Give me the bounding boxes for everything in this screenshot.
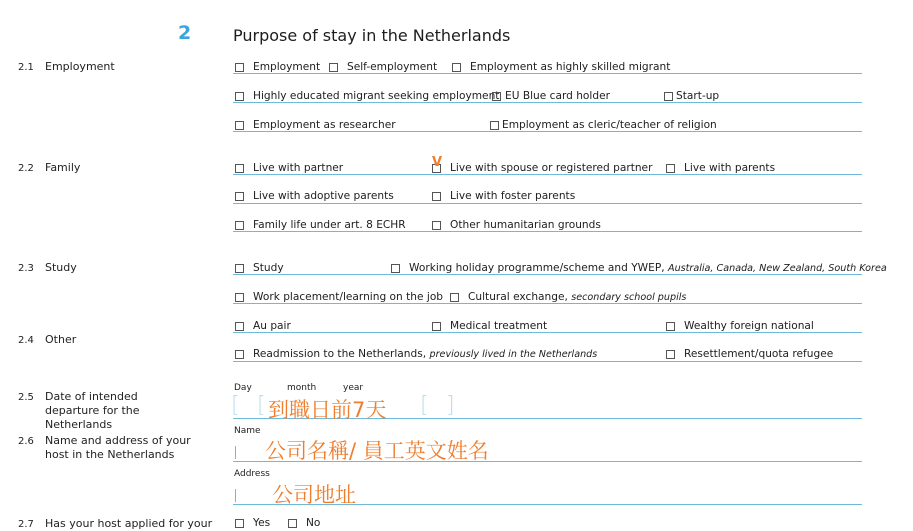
option-note: secondary school pupils: [571, 291, 687, 303]
checkbox[interactable]: [235, 92, 244, 101]
option-adoptive-parents[interactable]: [235, 190, 394, 202]
option-note: Australia, Canada, New Zealand, South Korea: [668, 262, 887, 274]
date-field-bracket: [: [420, 393, 429, 418]
question-label-other: Other: [45, 333, 77, 346]
option-label: Cultural exchange,: [468, 291, 568, 303]
option-label: Wealthy foreign national: [684, 320, 814, 332]
option-eu-blue-card[interactable]: [492, 90, 610, 102]
checkbox[interactable]: [235, 192, 244, 201]
checkbox[interactable]: [235, 164, 244, 173]
question-number: 2.6: [18, 436, 34, 447]
option-label: Work placement/learning on the job: [253, 291, 444, 303]
checkbox[interactable]: [235, 519, 244, 528]
checkbox[interactable]: [666, 164, 675, 173]
option-label: Live with spouse or registered partner: [450, 162, 653, 174]
host-address-input[interactable]: 公司地址: [272, 483, 356, 507]
option-label: Live with parents: [684, 162, 776, 174]
option-self-employment[interactable]: [329, 61, 437, 73]
day-label: Day: [234, 383, 252, 393]
option-label: Other humanitarian grounds: [450, 219, 601, 231]
host-name-input[interactable]: 公司名稱/ 員工英文姓名: [265, 439, 489, 463]
checkbox[interactable]: [432, 221, 441, 230]
option-label: Live with partner: [253, 162, 344, 174]
host-address-label: Address: [234, 469, 270, 479]
option-foster-parents[interactable]: [432, 190, 575, 202]
rule: [233, 231, 862, 232]
month-label: month: [287, 383, 317, 393]
option-label: Employment: [253, 61, 321, 73]
option-study[interactable]: [235, 262, 284, 274]
question-label-departure-date: Date of intended departure for the Netherlands: [45, 390, 140, 431]
checkbox[interactable]: [235, 293, 244, 302]
option-employment[interactable]: [235, 61, 320, 73]
option-au-pair[interactable]: [235, 320, 291, 332]
option-label: Start-up: [676, 90, 720, 102]
option-no[interactable]: [288, 517, 320, 529]
date-field-bracket: ]: [446, 393, 455, 418]
question-number: 2.5: [18, 392, 34, 403]
option-researcher[interactable]: [235, 119, 396, 131]
option-highly-skilled[interactable]: [452, 61, 670, 73]
host-name-label: Name: [234, 426, 261, 436]
checkbox[interactable]: [452, 63, 461, 72]
checkbox[interactable]: [666, 350, 675, 359]
option-yes[interactable]: [235, 517, 270, 529]
question-label-study: Study: [45, 261, 77, 274]
departure-date-input[interactable]: 到職日前7天: [268, 398, 387, 422]
option-work-placement[interactable]: [235, 291, 443, 303]
checkbox[interactable]: [450, 293, 459, 302]
option-label: EU Blue card holder: [505, 90, 610, 102]
option-label: No: [306, 517, 321, 529]
checkbox[interactable]: [235, 63, 244, 72]
checkbox[interactable]: [235, 350, 244, 359]
question-label-host-applied: Has your host applied for your: [45, 517, 213, 530]
checkbox[interactable]: [329, 63, 338, 72]
checkbox[interactable]: [235, 264, 244, 273]
option-label: Medical treatment: [450, 320, 548, 332]
question-number: 2.1: [18, 62, 34, 73]
question-label-host: Name and address of your host in the Netherlands: [45, 434, 191, 461]
option-art8-echr[interactable]: [235, 219, 406, 231]
handwritten-check-mark: V: [432, 155, 443, 170]
checkbox[interactable]: [492, 92, 501, 101]
rule: [233, 73, 862, 74]
question-label-family: Family: [45, 161, 81, 174]
option-label: Employment as highly skilled migrant: [470, 61, 671, 73]
question-number: 2.3: [18, 263, 34, 274]
option-readmission[interactable]: [235, 348, 597, 360]
option-medical-treatment[interactable]: [432, 320, 547, 332]
option-label: Resettlement/quota refugee: [684, 348, 834, 360]
checkbox[interactable]: [391, 264, 400, 273]
option-cultural-exchange[interactable]: [450, 291, 686, 303]
option-note: previously lived in the Netherlands: [429, 348, 598, 360]
text-cursor: [235, 446, 236, 459]
option-highly-educated[interactable]: [235, 90, 499, 102]
rule: [233, 332, 862, 333]
date-field-bracket: [: [257, 393, 266, 418]
rule: [233, 131, 862, 132]
option-start-up[interactable]: [664, 90, 719, 102]
checkbox[interactable]: [235, 322, 244, 331]
checkbox[interactable]: [235, 121, 244, 130]
checkbox[interactable]: [666, 322, 675, 331]
rule: [233, 303, 862, 304]
rule: [233, 102, 862, 103]
option-label: Readmission to the Netherlands,: [253, 348, 427, 360]
option-label: Family life under art. 8 ECHR: [253, 219, 406, 231]
option-label: Highly educated migrant seeking employment: [253, 90, 500, 102]
section-title: Purpose of stay in the Netherlands: [233, 26, 511, 45]
checkbox[interactable]: [288, 519, 297, 528]
option-humanitarian[interactable]: [432, 219, 601, 231]
option-wealthy-foreign-national[interactable]: [666, 320, 814, 332]
option-working-holiday[interactable]: [391, 262, 887, 274]
option-live-with-partner[interactable]: [235, 162, 343, 174]
option-label: Live with adoptive parents: [253, 190, 394, 202]
checkbox[interactable]: [490, 121, 499, 130]
question-number: 2.7: [18, 519, 34, 530]
option-label: Study: [253, 262, 284, 274]
option-label: Yes: [253, 517, 271, 529]
option-live-with-parents[interactable]: [666, 162, 775, 174]
option-resettlement[interactable]: [666, 348, 833, 360]
question-label-employment: Employment: [45, 60, 115, 73]
text-cursor: [235, 489, 236, 502]
rule: [233, 203, 862, 204]
year-label: year: [343, 383, 364, 393]
option-label: Employment as cleric/teacher of religion: [502, 119, 717, 131]
rule: [233, 274, 862, 275]
checkbox[interactable]: [664, 92, 673, 101]
checkbox[interactable]: [432, 322, 441, 331]
option-label: Employment as researcher: [253, 119, 396, 131]
rule: [233, 174, 862, 175]
question-number: 2.4: [18, 335, 34, 346]
checkbox[interactable]: [432, 192, 441, 201]
option-cleric[interactable]: [490, 119, 717, 131]
option-label: Working holiday programme/scheme and YWEP,: [409, 262, 665, 274]
section-number: 2: [178, 22, 192, 44]
checkbox[interactable]: [235, 221, 244, 230]
option-spouse[interactable]: [432, 162, 652, 174]
date-field-bracket: [: [231, 393, 240, 418]
option-label: Live with foster parents: [450, 190, 576, 202]
option-label: Au pair: [253, 320, 291, 332]
option-label: Self-employment: [347, 61, 438, 73]
question-number: 2.2: [18, 163, 34, 174]
rule: [233, 361, 862, 362]
